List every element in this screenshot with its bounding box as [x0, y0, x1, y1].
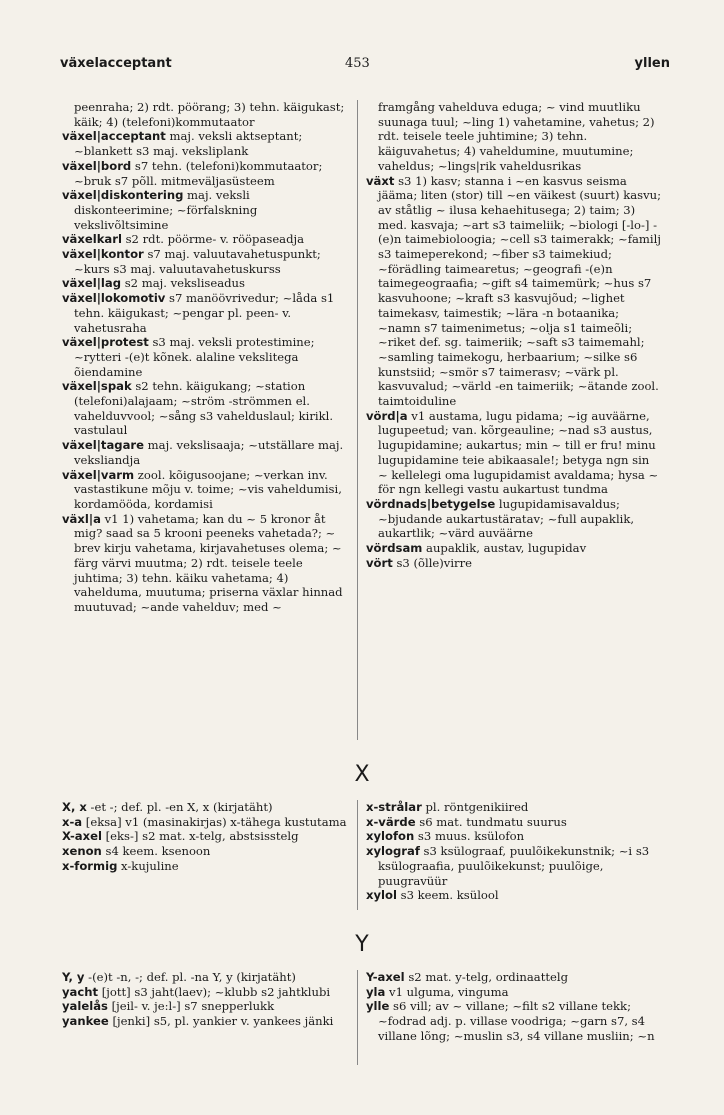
entry-definition: s7 maj. valuutavahetuspunkt; ~kurs s3 maj. valuutavahetuskurss	[74, 247, 321, 276]
dictionary-entry	[62, 335, 350, 379]
section-v-left-column	[62, 100, 350, 615]
dictionary-entry	[62, 232, 350, 247]
entry-headword: växel|spak	[62, 379, 132, 394]
entry-definition: v1 1) vahetama; kan du ~ 5 kronor åt mig? saad sa 5 krooni peeneks vahetada?; ~ brev kirju vahetama, kirjavahetuses olema; ~ färg värvi muutma; 2) rdt. teisele teele juhtima; 3) tehn. käiku vahetama; 4) vahelduma, muutuma; priserna växlar hinnad muutuvad; ~ande vahelduv; med ~	[74, 511, 343, 614]
page-number: 453	[345, 56, 370, 71]
dictionary-entry	[62, 985, 350, 1000]
entry-headword: växt	[366, 173, 395, 188]
entry-definition: s3 muus. ksülofon	[414, 829, 525, 844]
entry-definition: [jott] s3 jaht(laev); ~klubb s2 jahtklubi	[98, 984, 331, 999]
column-divider	[357, 800, 358, 910]
entry-headword: x-strålar	[366, 800, 422, 814]
section-y-right-column	[366, 970, 662, 1044]
entry-headword: x-a	[62, 814, 83, 829]
entry-headword: x-värde	[366, 814, 416, 829]
entry-definition: s7 tehn. (telefoni)kommutaator; ~bruk s7 põll. mitmeväljasüsteem	[74, 158, 323, 188]
entry-definition: s2 tehn. käigukang; ~station (telefoni)alajaam; ~ström -strömmen el. vahelduvvool; ~sång s3 vahelduslaul; kirikl. vastulaul	[74, 379, 334, 438]
dictionary-entry	[366, 999, 662, 1043]
entry-definition: v1 austama, lugu pidama; ~ig auväärne, lugupeetud; van. kõrgeauline; ~nad s3 austus, lugupidamine; aukartus; min ~ till er fru! minu lugupidamine teie abikaasale!; betyga ngn sin ~ kellelegi oma lugupidamist avaldama; hysa ~ för ngn kellegi vastu aukartust tundma	[378, 408, 659, 497]
header-first-word: växelacceptant	[60, 56, 172, 71]
entry-headword: vört	[366, 555, 393, 570]
entry-headword: yalelås	[62, 999, 108, 1014]
section-x-right-column	[366, 800, 662, 903]
entry-headword: yankee	[62, 1014, 109, 1029]
entry-headword: yla	[366, 984, 386, 999]
column-divider	[357, 970, 358, 1065]
entry-headword: xylofon	[366, 829, 415, 844]
dictionary-entry	[62, 100, 350, 129]
entry-definition: zool. kõigusoojane; ~verkan inv. vastastikune mõju v. toime; ~vis vaheldumisi, kordamööda, kordamisi	[74, 467, 342, 511]
entry-definition: s3 (õlle)virre	[392, 555, 473, 570]
page-header	[60, 56, 670, 76]
dictionary-entry	[366, 100, 662, 174]
entry-headword: X-axel	[62, 829, 102, 844]
entry-headword: växel|tagare	[62, 438, 144, 453]
entry-definition: maj. veksli aktseptant; ~blankett s3 maj. veksliplank	[74, 129, 303, 159]
dictionary-entry	[62, 1014, 350, 1029]
entry-definition: s3 ksülograaf, puulõikekunstnik; ~i s3 ksülograafia, puulõikekunst; puulõige, puugravüür	[378, 844, 650, 888]
entry-headword: vörd|a	[366, 408, 408, 423]
dictionary-entry	[62, 438, 350, 467]
entry-headword: x-formig	[62, 858, 118, 873]
entry-definition: s3 1) kasv; stanna i ~en kasvus seisma jääma; liten (stor) till ~en väikest (suurt) kasvu; av ståtlig ~ ilusa kehaehitusega; 2) taim; 3) med. kasvaja; ~art s3 taimeliik; ~biologi [-lo-] -(e)n taimebioloogia; ~cell s3 taimerakk; ~familj s3 taimeperekond; ~fiber s3 taimekiud; ~förädling taimearetus; ~geografi -(e)n taimegeograafia; ~gift s4 taimemürk; ~hus s7 kasvuhoone; ~kraft s3 kasvujõud; ~lighet taimekasv, taimestik; ~lära -n botaanika; ~namn s7 taimenimetus; ~olja s1 taimeõli; ~riket def. sg. taimeriik; ~saft s3 taimemahl; ~samling taimekogu, herbaarium; ~silke s6 kunstsiid; ~smör s7 taimerasv; ~värk pl. kasvuvalud; ~värld -en taimeriik; ~ätande zool. taimtoiduline	[378, 173, 662, 409]
section-letter-y: Y	[355, 932, 369, 957]
entry-headword: växel|bord	[62, 158, 132, 173]
dictionary-entry	[62, 188, 350, 232]
entry-definition: maj. vekslisaaja; ~utställare maj. veksliandja	[74, 438, 344, 467]
entry-headword: xylograf	[366, 844, 420, 859]
dictionary-entry	[62, 129, 350, 158]
entry-headword: vördnads|betygelse	[366, 496, 496, 511]
dictionary-entry	[62, 468, 350, 512]
entry-headword: växel|acceptant	[62, 129, 166, 144]
dictionary-entry	[62, 844, 350, 859]
entry-definition: [eks-] s2 mat. x-telg, abstsisstelg	[101, 829, 299, 844]
entry-definition: [eksa] v1 (masinakirjas) x-tähega kustutama	[82, 814, 347, 829]
dictionary-entry	[366, 541, 662, 556]
entry-headword: växel|kontor	[62, 247, 144, 262]
dictionary-entry	[62, 247, 350, 276]
dictionary-entry	[62, 859, 350, 874]
dictionary-entry	[366, 409, 662, 497]
dictionary-entry	[366, 800, 662, 815]
entry-definition: lugupidamisavaldus; ~bjudande aukartustäratav; ~full aupaklik, aukartlik; ~värd auväärne	[378, 496, 635, 541]
dictionary-entry	[366, 970, 662, 985]
entry-definition: pl. röntgenikiired	[421, 800, 529, 814]
section-x-left-column	[62, 800, 350, 874]
dictionary-entry	[366, 815, 662, 830]
entry-headword: ylle	[366, 999, 390, 1014]
dictionary-entry	[62, 379, 350, 438]
entry-headword: växel|diskontering	[62, 188, 184, 203]
dictionary-entry	[62, 291, 350, 335]
dictionary-entry	[366, 829, 662, 844]
section-letter-x: X	[354, 762, 370, 787]
entry-definition: s6 vill; av ~ villane; ~filt s2 villane tekk; ~fodrad adj. p. villase voodriga; ~garn s7, s4 villane lõng; ~muslin s3, s4 villane musliin; ~n	[378, 999, 655, 1043]
entry-headword: växel|protest	[62, 335, 149, 350]
entry-headword: X, x	[62, 800, 87, 814]
entry-definition: maj. veksli diskonteerimine; ~förfalskning vekslivõltsimine	[74, 188, 258, 232]
entry-headword: växl|a	[62, 511, 101, 526]
entry-definition: [jeil- v. je:l-] s7 snepperlukk	[107, 999, 275, 1014]
section-y-left-column	[62, 970, 350, 1029]
dictionary-entry	[366, 985, 662, 1000]
entry-headword: vördsam	[366, 541, 423, 556]
dictionary-entry	[62, 999, 350, 1014]
entry-definition: -(e)t -n, -; def. pl. -na Y, y (kirjatäht)	[84, 970, 296, 984]
entry-definition: aupaklik, austav, lugupidav	[422, 541, 587, 556]
dictionary-entry	[62, 815, 350, 830]
entry-definition: framgång vahelduva eduga; ~ vind muutliku suunaga tuul; ~ling 1) vahetamine, vahetus; 2) rdt. teisele teele juhtimine; 3) tehn. käiguvahetus; 4) vaheldumine, muutumine; vaheldus; ~lings|rik vaheldusrikas	[378, 100, 655, 173]
dictionary-entry	[62, 800, 350, 815]
entry-definition: s2 maj. veksliseadus	[121, 276, 245, 291]
entry-headword: växel|varm	[62, 467, 135, 482]
entry-definition: s4 keem. ksenoon	[101, 844, 211, 859]
entry-headword: yacht	[62, 984, 99, 999]
entry-definition: s3 maj. veksli protestimine; ~rytteri -(e)t kõnek. alaline vekslitega õiendamine	[74, 335, 315, 379]
entry-definition: s6 mat. tundmatu suurus	[415, 814, 567, 829]
entry-definition: s3 keem. ksülool	[396, 888, 499, 903]
entry-definition: -et -; def. pl. -en X, x (kirjatäht)	[86, 800, 273, 814]
entry-headword: växelkarl	[62, 232, 122, 247]
column-divider	[357, 100, 358, 740]
entry-headword: Y-axel	[366, 970, 405, 984]
header-last-word: yllen	[634, 56, 670, 71]
section-v-right-column	[366, 100, 662, 571]
entry-definition: [jenki] s5, pl. yankier v. yankees jänki	[108, 1014, 334, 1029]
dictionary-entry	[62, 970, 350, 985]
dictionary-entry	[366, 556, 662, 571]
entry-headword: xylol	[366, 888, 397, 903]
entry-definition: x-kujuline	[117, 858, 179, 873]
dictionary-entry	[366, 174, 662, 409]
entry-headword: xenon	[62, 844, 102, 859]
dictionary-entry	[62, 276, 350, 291]
dictionary-entry	[366, 844, 662, 888]
dictionary-entry	[366, 497, 662, 541]
dictionary-entry	[366, 888, 662, 903]
entry-definition: peenraha; 2) rdt. pöörang; 3) tehn. käigukast; käik; 4) (telefoni)kommutaator	[74, 100, 345, 129]
entry-definition: s2 rdt. pöörme- v. rööpaseadja	[121, 232, 305, 247]
entry-headword: växel|lokomotiv	[62, 291, 166, 306]
entry-definition: s7 manöövrivedur; ~låda s1 tehn. käigukast; ~pengar pl. peen- v. vahetusraha	[74, 291, 335, 335]
dictionary-entry	[62, 159, 350, 188]
dictionary-entry	[62, 512, 350, 615]
dictionary-entry	[62, 829, 350, 844]
entry-headword: Y, y	[62, 970, 85, 984]
entry-definition: s2 mat. y-telg, ordinaattelg	[404, 970, 569, 984]
entry-headword: växel|lag	[62, 276, 122, 291]
entry-definition: v1 ulguma, vinguma	[385, 984, 509, 999]
